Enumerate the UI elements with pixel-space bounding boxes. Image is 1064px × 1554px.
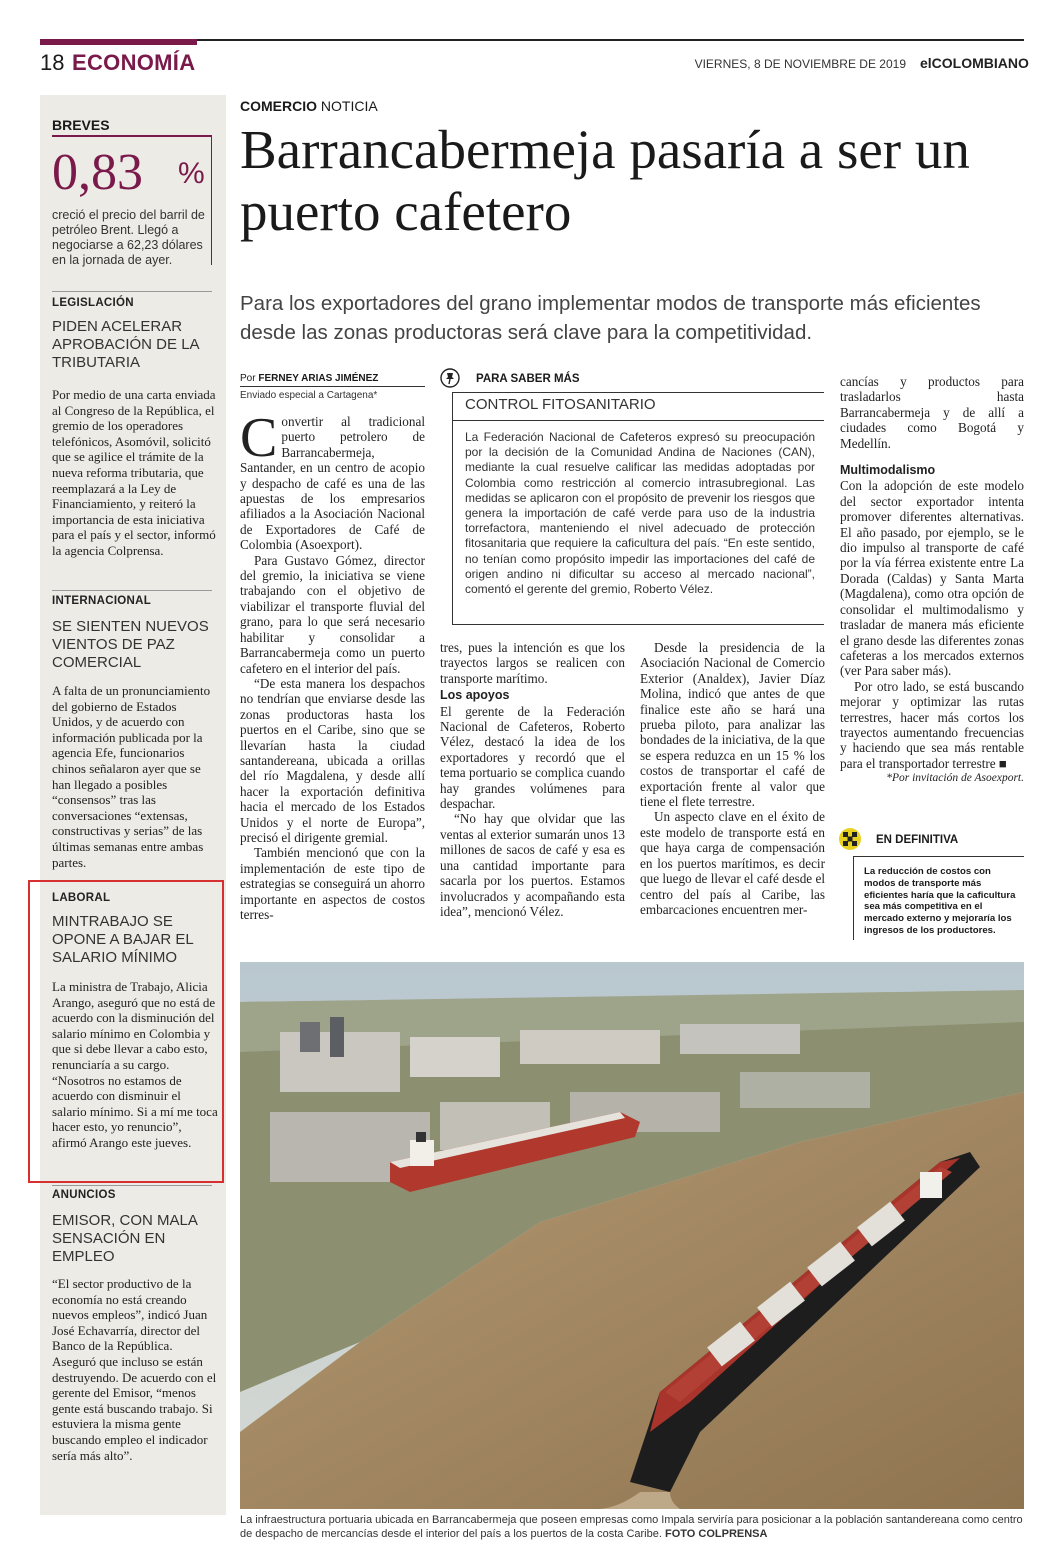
stat-value: 0,83 bbox=[52, 144, 143, 201]
brief-headline: MINTRABAJO SE OPONE A BAJAR EL SALARIO MÍNIMO bbox=[52, 913, 194, 966]
stat-description: creció el precio del barril de petróleo Brent. Llegó a negociarse a 62,23 dólares en la jornada de ayer. bbox=[52, 208, 205, 267]
paragraph: Un aspecto clave en el éxito de este modelo de transporte está en que haya carga de compensación en los puertos marítimos, es decir que luego de llevar el café desde el centro del país al Caribe, las embarcaciones encuentren mer- bbox=[640, 809, 825, 917]
paragraph: onvertir al tradicional puerto petrolero de Barrancabermeja, Santander, en un centro de acopio y despacho de café es una de las apuestas de los empresarios afiliados a la Asociación Nacional de Exportadores de Café de Colombia (Asoexport). bbox=[240, 414, 425, 553]
brief-tag: LEGISLACIÓN bbox=[52, 297, 134, 309]
paragraph: El gerente de la Federación Nacional de Cafeteros, Roberto Vélez, destacó la idea de los exportadores y recordó que el tema portuario se complica cuando hay grandes volúmenes para despachar. bbox=[440, 703, 625, 812]
article-deck: Para los exportadores del grano implementar modos de transporte más eficientes desde las zonas productoras será clave para la competitividad. bbox=[240, 292, 981, 344]
box-rule bbox=[853, 856, 1024, 857]
paragraph: También mencionó que con la implementación de este tipo de estrategias se conseguirá un ahorro importante en aspectos de costos terres- bbox=[240, 845, 425, 922]
en-definitiva-text: La reducción de costos con modos de transporte más eficientes haría que la caficultura sea más competitiva en el mercado externo y mejoraría los ingresos de los productores. bbox=[864, 866, 1016, 936]
en-definitiva-label: EN DEFINITIVA bbox=[876, 834, 959, 846]
para-saber-mas-title: CONTROL FITOSANITARIO bbox=[465, 396, 656, 413]
brief-text: Por medio de una carta enviada al Congreso de la República, el gremio de los operadores telefónicos, Asomóvil, solicitó que se agilice el trámite de la nueva reforma tributaria, que reemplazará a la Ley de Financiamiento, y reiteró la importancia de esta iniciativa para el país y el sector, informó la agencia Colprensa. bbox=[52, 387, 216, 558]
paragraph: “No hay que olvidar que las ventas al exterior sumarán unos 13 millones de sacos de café y esa es una cantidad importante para sacarla por los puertos. Estamos involucrados y acompañando esta idea”, mencionó Vélez. bbox=[440, 811, 625, 919]
kicker-type: NOTICIA bbox=[320, 98, 378, 114]
port-photo bbox=[240, 962, 1024, 1509]
newspaper-brand: elCOLOMBIANO bbox=[920, 55, 1029, 71]
box-vertical-rule bbox=[452, 392, 453, 624]
box-vertical-rule bbox=[853, 856, 854, 940]
paragraph: cancías y productos para trasladarlos hasta Barrancabermeja y de allí a ciudades como Bogotá y Medellín. bbox=[840, 374, 1024, 451]
kicker-section: COMERCIO bbox=[240, 98, 317, 114]
brief-headline: SE SIENTEN NUEVOS VIENTOS DE PAZ COMERCIAL bbox=[52, 618, 209, 671]
article-headline: Barrancabermeja pasaría a ser un puerto cafetero bbox=[240, 119, 970, 242]
para-saber-mas-text: La Federación Nacional de Cafeteros expresó su preocupación por la decisión de la Comunidad Andina de Naciones (CAN), mediante la cual resuelve calificar las medidas adoptadas por Colombia como restricción al comercio intrasubregional. Las medidas se aplicaron con el propósito de prevenir los riesgos que genera la importación de café verde para uso de la industria torrefactora, manteniendo el nivel adecuado de protección fitosanitaria que requiere la caficultura del país. “En este sentido, no tenían como propósito impedir las importaciones del café de origen andino ni dificultar su acceso al mercado nacional”, comentó el gerente del gremio, Roberto Vélez. bbox=[465, 430, 815, 597]
page-number: 18 bbox=[40, 50, 65, 75]
brief-tag: ANUNCIOS bbox=[52, 1189, 116, 1201]
brief-tag: INTERNACIONAL bbox=[52, 595, 152, 607]
stat-unit: % bbox=[178, 157, 205, 190]
paragraph: “De esta manera los despachos no tendrían que enviarse desde las zonas productoras hasta los puertos en el Caribe, sino que se llevarían hasta la ciudad santandereana, ubicada a orillas del río Magdalena, y desde allí hacer la exportación definitiva hacia el mercado de los Estados Unidos y el norte de Europa”, precisó el dirigente gremial. bbox=[240, 675, 425, 845]
box-rule bbox=[452, 392, 824, 393]
caption-text: La infraestructura portuaria ubicada en Barrancabermeja que poseen empresas como Impala serviría para posicionar a la población santandereana como centro de despacho de mercancías desde el interior del país a los puertos de la costa Caribe. bbox=[240, 1514, 1023, 1540]
byline-rule bbox=[240, 386, 425, 387]
footnote: *Por invitación de Asoexport. bbox=[886, 772, 1024, 785]
key-points-icon bbox=[838, 827, 862, 851]
sidebar-divider bbox=[52, 291, 212, 292]
article-column-4 bbox=[840, 374, 1024, 787]
para-saber-mas-label: PARA SABER MÁS bbox=[476, 373, 580, 385]
issue-date: VIERNES, 8 DE NOVIEMBRE DE 2019 bbox=[694, 57, 906, 71]
article-column-3 bbox=[640, 640, 825, 917]
brief-text: La ministra de Trabajo, Alicia Arango, aseguró que no está de acuerdo con la disminución del salario mínimo en Colombia y que si debe llevar a cabo esto, renunciaría a su cargo. “Nosotros no estamos de acuerdo con disminuir el salario mínimo. Si a mí me toca hacer esto, yo renuncio”, afirmó Arango este jueves. bbox=[52, 979, 218, 1150]
sidebar-divider bbox=[52, 590, 212, 591]
pushpin-icon bbox=[440, 368, 460, 388]
photo-caption bbox=[240, 1513, 1030, 1541]
brief-headline: PIDEN ACELERAR APROBACIÓN DE LA TRIBUTARIA bbox=[52, 318, 199, 371]
article-column-2 bbox=[440, 640, 625, 919]
breves-label: BREVES bbox=[52, 117, 110, 133]
breves-rule bbox=[52, 135, 212, 137]
paragraph: Para Gustavo Gómez, director del gremio, la iniciativa se viene trabajando con el objetivo de viabilizar el transporte fluvial del grano, para lo que será necesario habilitar y consolidar a Barrancabermeja como un puerto cafetero en el interior del país. bbox=[240, 552, 425, 676]
section-color-bar bbox=[40, 39, 197, 45]
paragraph: tres, pues la intención es que los trayectos largos se realicen con transporte marítimo. bbox=[440, 640, 625, 686]
briefs-sidebar bbox=[40, 95, 226, 1515]
brief-tag: LABORAL bbox=[52, 892, 111, 904]
box-rule bbox=[452, 420, 824, 421]
sidebar-divider bbox=[52, 1185, 212, 1186]
article-kicker bbox=[240, 98, 378, 114]
brief-text: “El sector productivo de la economía no está creando nuevos empleos”, indicó Juan José Echavarría, director del Banco de la República. Aseguró que incluso se están destruyendo. De acuerdo con el gerente del Emisor, “menos gente está buscando trabajo. Si estuviera la misma gente buscando empleo el indicador sería más alto”. bbox=[52, 1276, 217, 1463]
highlight-box bbox=[28, 880, 224, 1183]
subheading: Multimodalismo bbox=[840, 463, 936, 478]
ships-river-image bbox=[240, 962, 1024, 1509]
brief-headline: EMISOR, CON MALA SENSACIÓN EN EMPLEO bbox=[52, 1212, 198, 1265]
photo-credit: FOTO COLPRENSA bbox=[664, 1528, 768, 1540]
brief-text: A falta de un pronunciamiento del gobierno de Estados Unidos, y de acuerdo con información publicada por la agencia Efe, funcionarios chinos señalaron ayer que se han llegado a posibles “consensos” tras las conversaciones “extensas, constructivas y serias” de las últimas semanas entre ambas partes. bbox=[52, 683, 211, 870]
byline-note: Enviado especial a Cartagena* bbox=[240, 390, 378, 401]
byline bbox=[240, 373, 378, 384]
article-column-1 bbox=[240, 407, 425, 922]
paragraph: Con la adopción de este modelo del sector exportador intenta promover diferentes alternativas. El año pasado, por ejemplo, se le dio impulso al transporte de café por la vía férrea existente entre La Dorada (Caldas) y Santa Marta (Magdalena), como otra opción de consolidar el multimodalismo y trasladar de manera más eficiente el grano desde las diferentes zonas cafeteras a los mercados externos (ver Para saber más). bbox=[840, 478, 1024, 679]
byline-author: FERNEY ARIAS JIMÉNEZ bbox=[258, 373, 379, 384]
paragraph: Desde la presidencia de la Asociación Nacional de Comercio Exterior (Analdex), Javier Díaz Molina, indicó que antes de que finalice este año se hará una prueba piloto, para analizar las bondades de la iniciativa, de la que se espera reduzca en un 15 % los costos de transportar el café de exportación frente al valor que tiene el flete terrestre. bbox=[640, 640, 825, 810]
box-rule bbox=[452, 624, 824, 625]
subheading: Los apoyos bbox=[440, 688, 510, 703]
section-name: ECONOMÍA bbox=[72, 50, 196, 75]
drop-cap: C bbox=[240, 407, 278, 469]
byline-prefix: Por bbox=[240, 373, 256, 384]
paragraph: Por otro lado, se está buscando mejorar y optimizar las rutas terrestres, hacer más cortos los trayectos aumentando frecuencias y haciendo que sea más rentable para el transportador terrestre ■ bbox=[840, 678, 1024, 771]
